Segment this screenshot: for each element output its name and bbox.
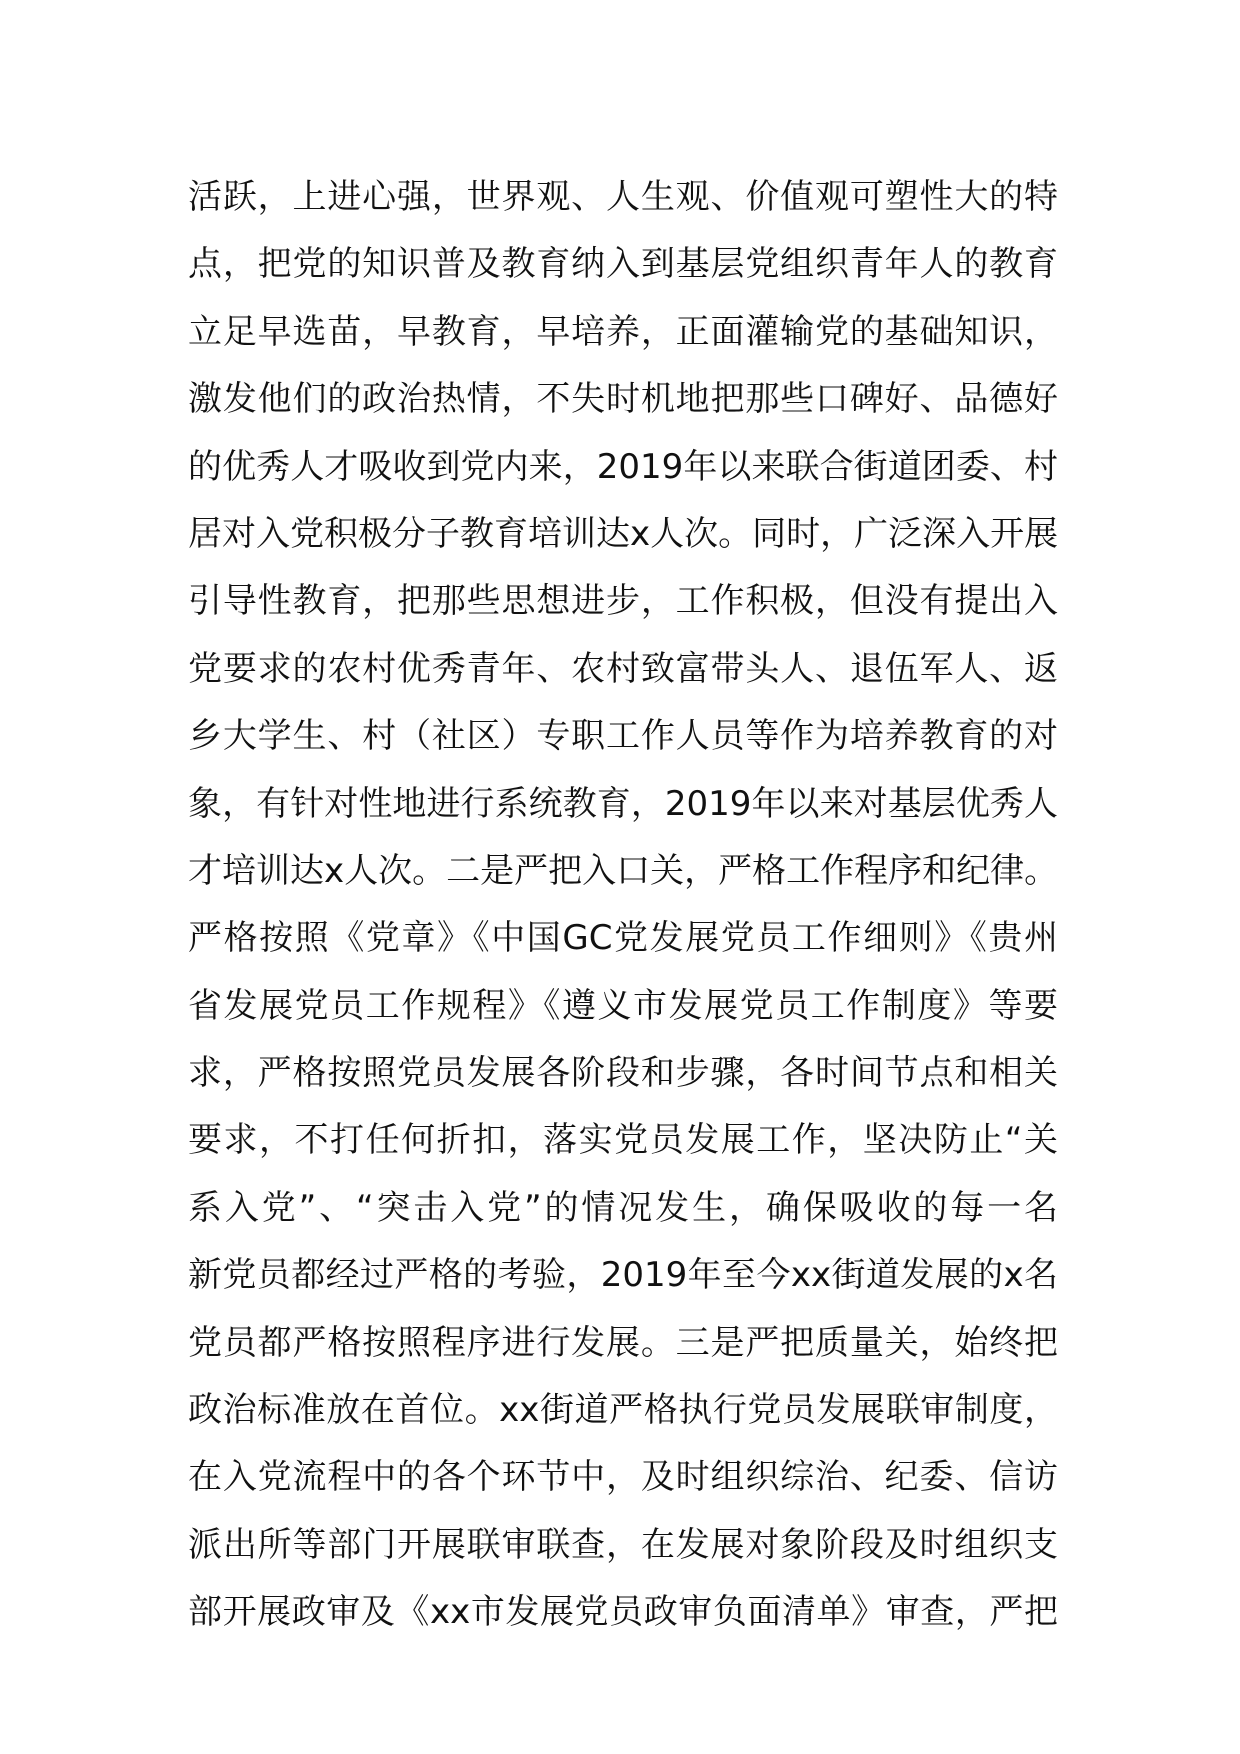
text-line: 派出所等部门开展联审联查，在发展对象阶段及时组织支: [188, 1524, 1058, 1565]
text-line: 新党员都经过严格的考验，2019年至今xx街道发展的x名: [188, 1255, 1058, 1296]
text-line: 引导性教育，把那些思想进步，工作积极，但没有提出入: [188, 581, 1058, 622]
text-line: 党员都严格按照程序进行发展。三是严把质量关，始终把: [188, 1322, 1058, 1363]
text-line: 部开展政审及《xx市发展党员政审负面清单》审查，严把: [188, 1592, 1058, 1633]
text-line: 在入党流程中的各个环节中，及时组织综治、纪委、信访: [188, 1457, 1058, 1498]
text-line: 乡大学生、村（社区）专职工作人员等作为培养教育的对: [188, 716, 1058, 757]
body-text: [188, 164, 1058, 1647]
text-line: 系入党”、“突击入党”的情况发生，确保吸收的每一名: [188, 1187, 1058, 1228]
text-line: 省发展党员工作规程》《遵义市发展党员工作制度》等要: [188, 985, 1058, 1026]
text-line: 活跃，上进心强，世界观、人生观、价值观可塑性大的特: [188, 177, 1058, 217]
text-line: 激发他们的政治热情，不失时机地把那些口碑好、品德好: [188, 379, 1058, 420]
text-line: 立足早选苗，早教育，早培养，正面灌输党的基础知识，: [188, 311, 1058, 352]
text-line: 象，有针对性地进行系统教育，2019年以来对基层优秀人: [188, 783, 1058, 824]
text-line: 点，把党的知识普及教育纳入到基层党组织青年人的教育: [188, 244, 1058, 285]
text-line: 求，严格按照党员发展各阶段和步骤，各时间节点和相关: [188, 1053, 1058, 1094]
text-line: 居对入党积极分子教育培训达x人次。同时，广泛深入开展: [188, 513, 1059, 554]
text-line: 要求，不打任何折扣，落实党员发展工作，坚决防止“关: [188, 1120, 1058, 1161]
text-line: 的优秀人才吸收到党内来，2019年以来联合街道团委、村: [188, 446, 1058, 487]
text-line: 才培训达x人次。二是严把入口关，严格工作程序和纪律。: [188, 850, 1059, 891]
text-line: 政治标准放在首位。xx街道严格执行党员发展联审制度，: [188, 1390, 1058, 1431]
text-line: 党要求的农村优秀青年、农村致富带头人、退伍军人、返: [188, 648, 1058, 689]
text-line: 严格按照《党章》《中国GC党发展党员工作细则》《贵州: [188, 918, 1058, 959]
